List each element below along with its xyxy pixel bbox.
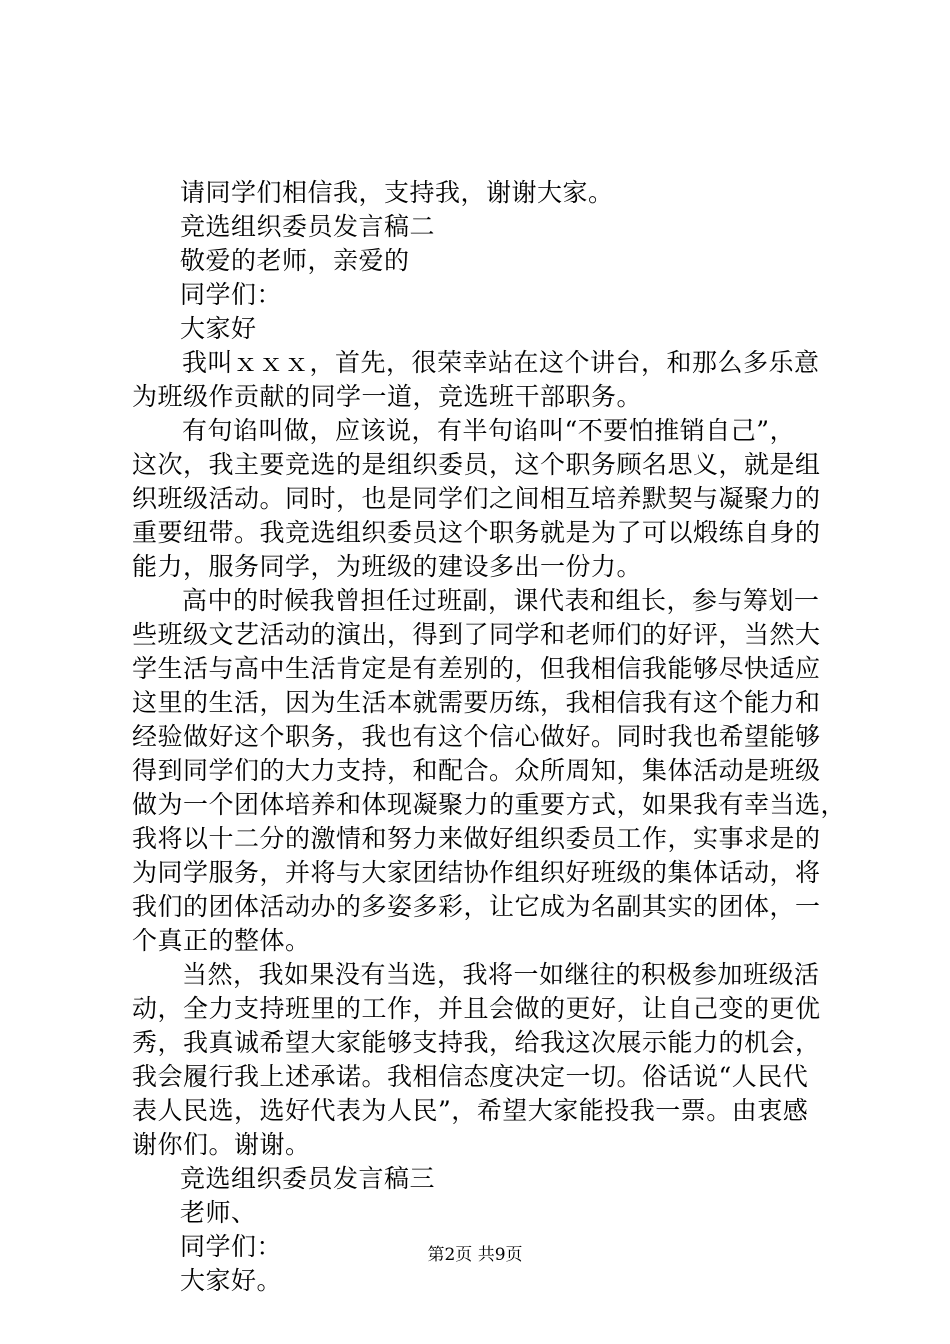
text-line: 高中的时候我曾担任过班副，课代表和组长，参与筹划一 (182, 586, 820, 615)
greeting-line: 大家好 (180, 314, 257, 343)
text-line: 当然，我如果没有当选，我将一如继往的积极参加班级活 (182, 960, 820, 989)
text-line: 学生活与高中生活肯定是有差别的，但我相信我能够尽快适应 (132, 654, 821, 683)
text-line: 请同学们相信我，支持我，谢谢大家。 (180, 178, 614, 207)
greeting-line: 大家好。 (180, 1266, 283, 1295)
salutation-line: 敬爱的老师，亲爱的 (180, 246, 410, 275)
page-number-footer: 第2页 共9页 (427, 1245, 523, 1265)
text-line: 我将以十二分的激情和努力来做好组织委员工作，实事求是的 (132, 824, 821, 853)
text-line: 我会履行我上述承诺。我相信态度决定一切。俗话说“人民代 (132, 1062, 809, 1091)
text-line: 织班级活动。同时，也是同学们之间相互培养默契与凝聚力的 (132, 484, 821, 513)
text-line: 动，全力支持班里的工作，并且会做的更好，让自己变的更优 (132, 994, 821, 1023)
section-heading: 竞选组织委员发言稿二 (180, 212, 436, 241)
document-body (132, 176, 847, 1298)
text-line: 为同学服务，并将与大家团结协作组织好班级的集体话动，将 (132, 858, 821, 887)
salutation-line: 老师、 (180, 1198, 257, 1227)
text-line: 我们的团体活动办的多姿多彩，让它成为名副其实的团体，一 (132, 892, 821, 921)
text-line: 表人民选，选好代表为人民”，希望大家能投我一票。由衷感 (132, 1096, 809, 1125)
salutation-line: 同学们： (180, 280, 283, 309)
section-heading: 竞选组织委员发言稿三 (180, 1164, 436, 1193)
text-line: 能力，服务同学，为班级的建设多出一份力。 (132, 552, 643, 581)
text-line: 得到同学们的大力支持，和配合。众所周知，集体活动是班级 (132, 756, 821, 785)
text-line: 这里的生活，因为生活本就需要历练，我相信我有这个能力和 (132, 688, 821, 717)
text-line: 个真正的整体。 (132, 926, 311, 955)
text-line: 秀，我真诚希望大家能够支持我，给我这次展示能力的机会， (132, 1028, 821, 1057)
text-line: 经验做好这个职务，我也有这个信心做好。同时我也希望能够 (132, 722, 821, 751)
text-line: 有句谄叫做，应该说，有半句谄叫“不要怕推销自己”， (182, 416, 796, 445)
salutation-line: 同学们： (180, 1232, 283, 1261)
text-line: 重要纽带。我竞选组织委员这个职务就是为了可以煅练自身的 (132, 518, 821, 547)
text-line: 为班级作贡献的同学一道，竞选班干部职务。 (132, 382, 643, 411)
text-line: 做为一个团体培养和体现凝聚力的重要方式，如果我有幸当选， (132, 790, 847, 819)
text-line: 些班级文艺活动的演出，得到了同学和老师们的好评，当然大 (132, 620, 821, 649)
text-line: 我叫ｘｘｘ，首先，很荣幸站在这个讲台，和那么多乐意 (182, 348, 820, 377)
text-line: 谢你们。谢谢。 (132, 1130, 311, 1159)
text-line: 这次，我主要竞选的是组织委员，这个职务顾名思义，就是组 (132, 450, 821, 479)
